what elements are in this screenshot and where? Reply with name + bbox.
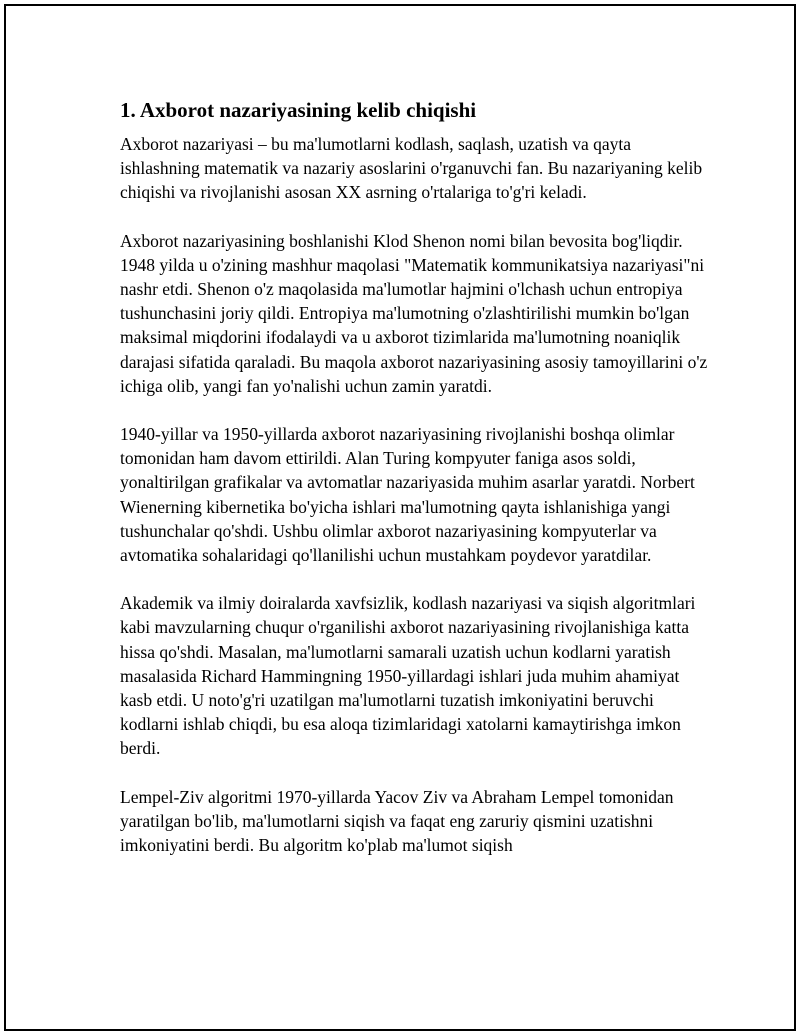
document-body <box>120 96 710 881</box>
paragraph-shannon: Axborot nazariyasining boshlanishi Klod Shenon nomi bilan bevosita bog'liqdir. 1948 yilda u o'zining mashhur maqolasi "Matematik kommunikatsiya nazariyasi"ni nashr etdi. Shenon o'z maqolasida ma'lumotlar hajmini o'lchash uchun entropiya tushunchasini joriy qildi. Entropiya ma'lumotning o'zlashtirilishi mumkin bo'lgan maksimal miqdorini ifodalaydi va u axborot tizimlarida ma'lumotning noaniqlik darajasi sifatida qaraladi. Bu maqola axborot nazariyasining asosiy tamoyillarini o'z ichiga olib, yangi fan yo'nalishi uchun zamin yaratdi. <box>120 230 708 396</box>
paragraph-intro: Axborot nazariyasi – bu ma'lumotlarni kodlash, saqlash, uzatish va qayta ishlashning matematik va nazariy asoslarini o'rganuvchi fan. Bu nazariyaning kelib chiqishi va rivojlanishi asosan XX asrning o'rtalariga to'g'ri keladi. <box>120 134 703 203</box>
section-heading: 1. Axborot nazariyasining kelib chiqishi <box>120 98 477 122</box>
paragraph-hamming: Akademik va ilmiy doiralarda xavfsizlik, kodlash nazariyasi va siqish algoritmlari kabi mavzularning chuqur o'rganilishi axborot nazariyasining rivojlanishiga katta hissa qo'shdi. Masalan, ma'lumotlarni samarali uzatish uchun kodlarni yaratish masalasida Richard Hammingning 1950-yillardagi ishlari juda muhim ahamiyat kasb etdi. U noto'g'ri uzatilgan ma'lumotlarni tuzatish imkoniyatini beruvchi kodlarni ishlab chiqdi, bu esa aloqa tizimlaridagi xatolarni kamaytirishga imkon berdi. <box>120 593 696 759</box>
paragraph-lempel-ziv: Lempel-Ziv algoritmi 1970-yillarda Yacov Ziv va Abraham Lempel tomonidan yaratilgan bo'lib, ma'lumotlarni siqish va faqat eng zaruriy qismini uzatishni imkoniyatini berdi. Bu algoritm ko'plab ma'lumot siqish <box>120 786 674 856</box>
paragraph-turing-wiener: 1940-yillar va 1950-yillarda axborot nazariyasining rivojlanishi boshqa olimlar tomonidan ham davom ettirildi. Alan Turing kompyuter faniga asos soldi, yonaltirilgan grafikalar va avtomatlar nazariyasida muhim asarlar yaratdi. Norbert Wienerning kibernetika bo'yicha ishlari ma'lumotning qayta ishlanishiga yangi tushunchalar qo'shdi. Ushbu olimlar axborot nazariyasining kompyuterlar va avtomatika sohalaridagi qo'llanilishi uchun mustahkam poydevor yaratdilar. <box>120 424 695 566</box>
document-page <box>4 4 796 1031</box>
